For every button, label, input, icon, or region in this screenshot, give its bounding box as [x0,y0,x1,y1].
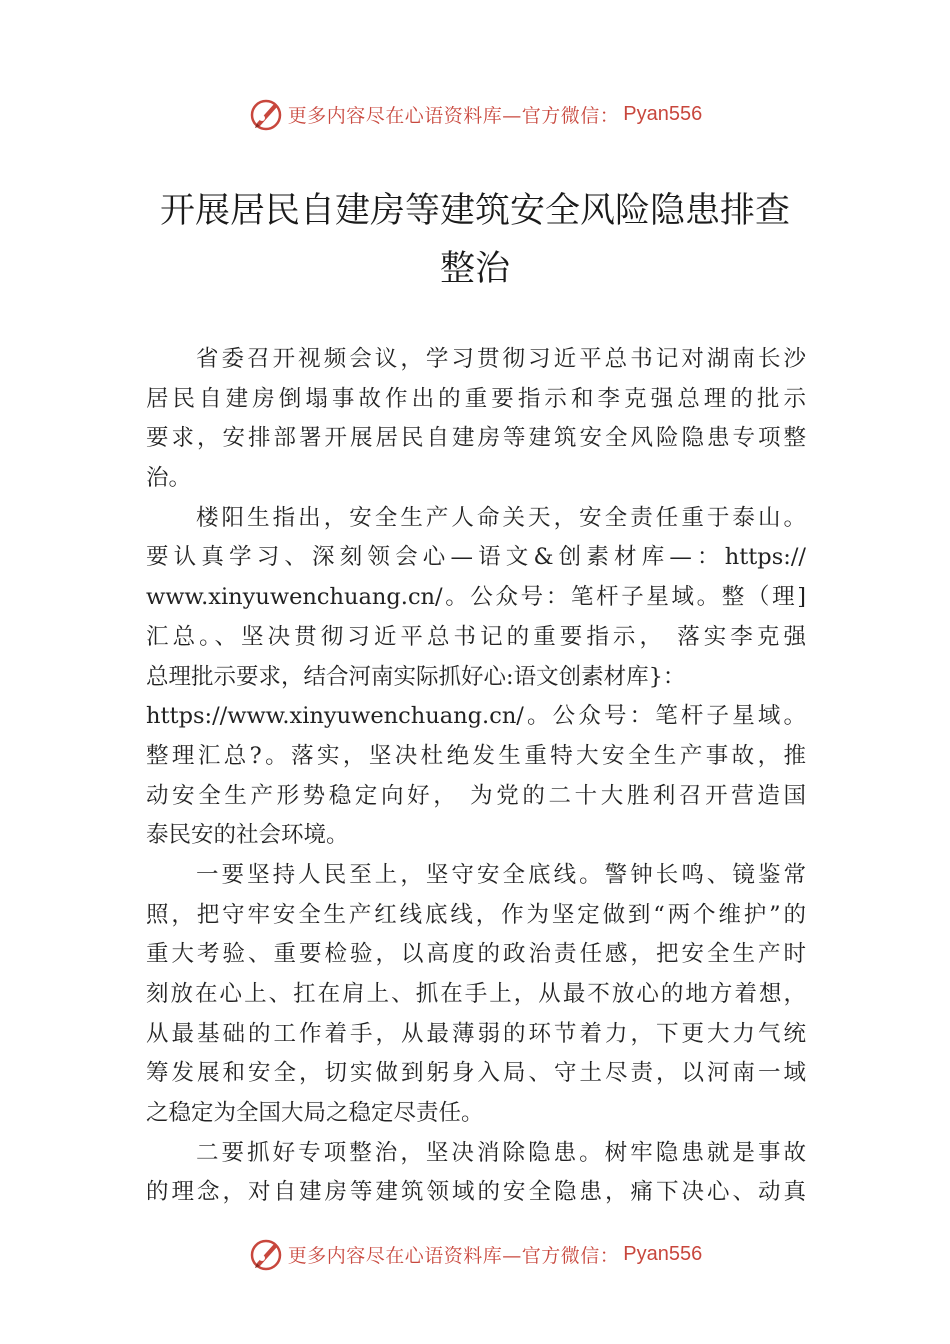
title-line: 整治 [439,249,510,289]
pen-logo-icon [248,1236,284,1272]
document-title [120,182,830,298]
document-body [146,340,806,1213]
body-line: www.xinyuwenchuang.cn/。公众号：笔杆子星域。整（理] [146,584,806,611]
body-line: 居民自建房倒塌事故作出的重要指示和李克强总理的批示 [146,385,806,412]
title-line: 开展居民自建房等建筑安全风险隐患排查 [159,191,790,231]
body-line: 重大考验、重要检验，以高度的政治责任感，把安全生产时 [146,941,806,968]
body-line: 治。 [146,465,192,492]
body-line: 照，把守牢安全生产红线底线，作为坚定做到“两个维护”的 [146,901,806,928]
body-line: 要认真学习、深刻领会心—语文&创素材库—：https:// [146,544,806,571]
banner-wechat-id: Pyan556 [623,102,703,125]
body-line: 刻放在心上、扛在肩上、抓在手上，从最不放心的地方着想， [146,981,806,1007]
body-line: 楼阳生指出，安全生产人命关天，安全责任重于泰山。 [196,504,806,531]
header-banner [0,94,950,134]
body-line: 筹发展和安全，切实做到躬身入局、守土尽责，以河南一域 [146,1060,806,1087]
banner-text: 更多内容尽在心语资料库—官方微信： [287,104,620,127]
body-line: 一要坚持人民至上，坚守安全底线。警钟长鸣、镜鉴常 [196,861,806,888]
body-line: 动安全生产形势稳定向好， 为党的二十大胜利召开营造国 [146,782,806,809]
body-line: 之稳定为全国大局之稳定尽责任。 [146,1100,484,1127]
body-line: https://www.xinyuwenchuang.cn/。公众号：笔杆子星域。 [146,703,806,730]
body-line: 总理批示要求，结合河南实际抓好心:语文创素材库}： [146,663,686,690]
banner-wechat-id: Pyan556 [623,1242,703,1265]
body-line: 二要抓好专项整治，坚决消除隐患。树牢隐患就是事故 [196,1139,806,1166]
body-line: 省委召开视频会议，学习贯彻习近平总书记对湖南长沙 [196,346,806,372]
body-line: 泰民安的社会环境。 [146,822,349,849]
footer-banner [0,1234,950,1274]
body-line: 从最基础的工作着手，从最薄弱的环节着力，下更大力气统 [146,1020,806,1047]
banner-text: 更多内容尽在心语资料库—官方微信： [287,1244,620,1267]
body-line: 的理念，对自建房等建筑领域的安全隐患，痛下决心、动真 [146,1179,806,1206]
pen-logo-icon [248,96,284,132]
body-line: 整理汇总?。落实，坚决杜绝发生重特大安全生产事故，推 [146,742,806,769]
body-line: 要求，安排部署开展居民自建房等建筑安全风险隐患专项整 [146,425,806,452]
body-line: 汇总。、坚决贯彻习近平总书记的重要指示， 落实李克强 [146,623,806,650]
